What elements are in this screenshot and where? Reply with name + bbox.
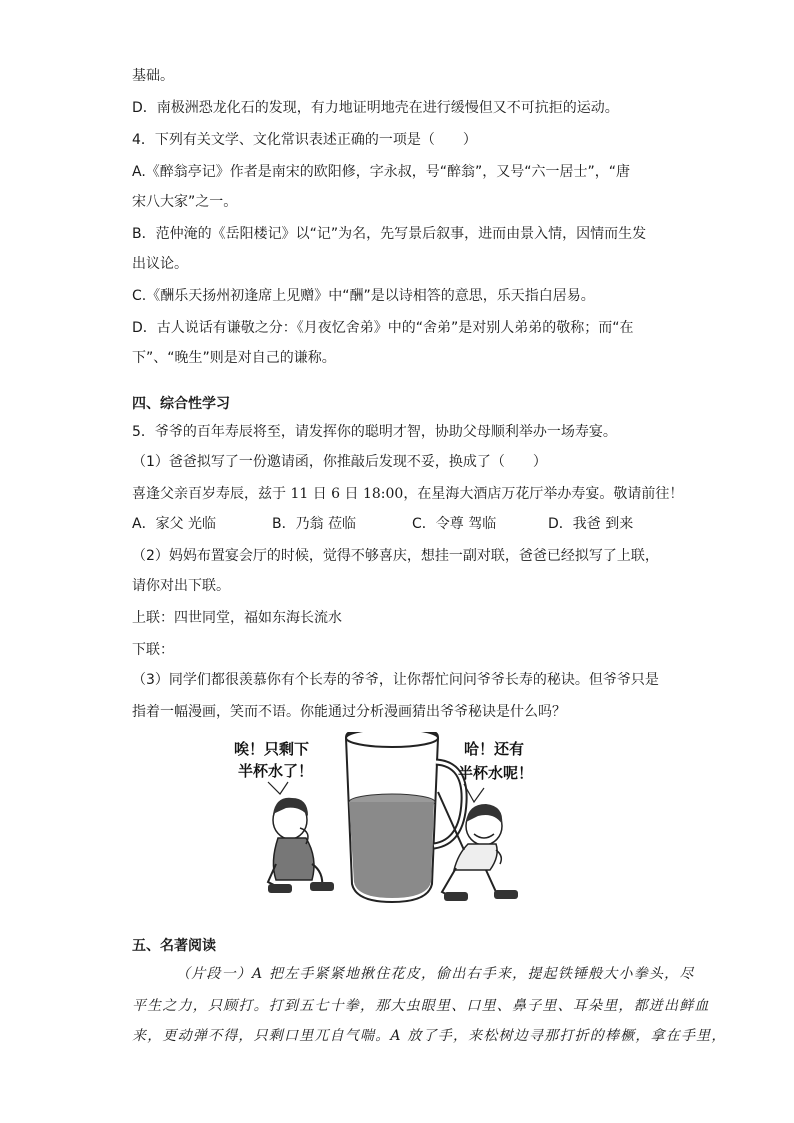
passage-line: 来，更动弹不得，只剩口里兀自气喘。A 放了手，来松树边寻那打折的棒橛，拿在手里， (132, 1028, 727, 1044)
subquestion: （3）同学们都很羡慕你有个长寿的爷爷，让你帮忙问问爷爷长寿的秘诀。但爷爷只是 (132, 672, 659, 688)
subquestion: （2）妈妈布置宴会厅的时候，觉得不够喜庆，想挂一副对联，爸爸已经拟写了上联， (132, 548, 659, 564)
option-line: A.《醉翁亭记》作者是南宋的欧阳修，字永叔，号“醉翁”，又号“六一居士”，“唐 (132, 164, 631, 180)
cup-icon (346, 732, 464, 902)
question-5: 5．爷爷的百年寿辰将至，请发挥你的聪明才智，协助父母顺利举办一场寿宴。 (132, 424, 617, 440)
option-a: A．家父 光临 (132, 516, 217, 532)
right-bubble-line2: 半杯水呢！ (458, 764, 534, 782)
comic-illustration (228, 732, 554, 904)
bubble-tail (268, 782, 288, 794)
subquestion: （1）爸爸拟写了一份邀请函，你推敲后发现不妥，换成了（ ） (132, 454, 547, 470)
passage-line: （片段一）A 把左手紧紧地揪住花皮，偷出右手来，提起铁锤般大小拳头，尽 (176, 966, 695, 982)
right-bubble-line1: 哈！还有 (464, 740, 525, 758)
answer-options (132, 514, 633, 534)
sad-boy-figure (268, 798, 334, 893)
section-heading: 四、综合性学习 (132, 396, 230, 412)
option-line: D．古人说话有谦敬之分：《月夜忆舍弟》中的“舍弟”是对别人弟弟的敬称；而“在 (132, 320, 634, 336)
subquestion: 请你对出下联。 (132, 578, 230, 594)
left-bubble-line1: 唉！只剩下 (234, 740, 310, 758)
left-bubble-line2: 半杯水了！ (238, 762, 314, 780)
passage-line: 平生之力，只顾打。打到五七十拳，那大虫眼里、口里、鼻子里、耳朵里，都迸出鲜血 (132, 998, 710, 1014)
option-line: C.《酬乐天扬州初逢席上见赠》中“酬”是以诗相答的意思，乐天指白居易。 (132, 288, 595, 304)
question-4: 4．下列有关文学、文化常识表述正确的一项是（ ） (132, 132, 477, 148)
upper-couplet: 上联：四世同堂，福如东海长流水 (132, 610, 342, 626)
text-line: 基础。 (132, 68, 174, 84)
option-d: D．我爸 到来 (548, 516, 634, 532)
section-heading: 五、名著阅读 (132, 938, 216, 954)
option-line: 出议论。 (132, 256, 188, 272)
subquestion: 指着一幅漫画，笑而不语。你能通过分析漫画猜出爷爷秘诀是什么吗？ (132, 704, 566, 720)
option-line: 宋八大家”之一。 (132, 194, 238, 210)
invitation-text: 喜逢父亲百岁寿辰，兹于 11 日 6 日 18:00，在星海大酒店万花厅举办寿宴。敬请前往！ (132, 486, 684, 502)
option-c: C．令尊 驾临 (412, 516, 497, 532)
option-b: B．乃翁 莅临 (272, 516, 357, 532)
option-line: 下”、“晚生”则是对自己的谦称。 (132, 350, 336, 366)
option-line: B．范仲淹的《岳阳楼记》以“记”为名，先写景后叙事，进而由景入情，因情而生发 (132, 226, 647, 242)
happy-boy-figure (438, 792, 518, 901)
lower-couplet: 下联： (132, 642, 174, 658)
option-line: D．南极洲恐龙化石的发现，有力地证明地壳在进行缓慢但又不可抗拒的运动。 (132, 100, 619, 116)
